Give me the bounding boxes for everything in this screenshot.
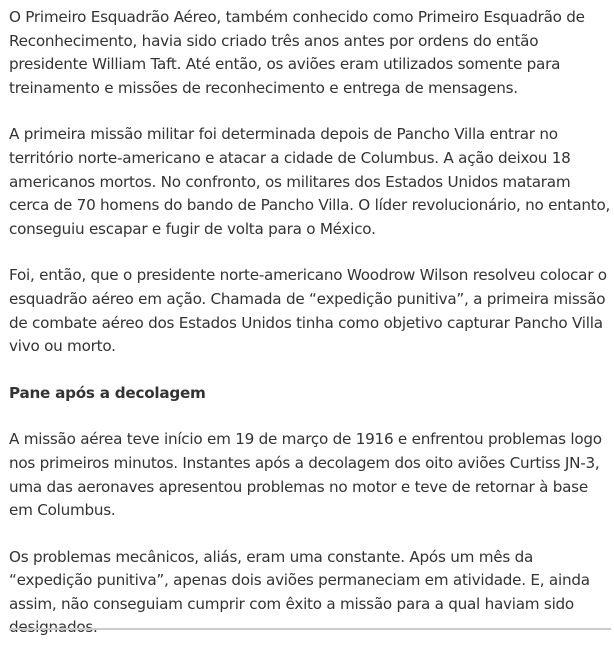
paragraph-missao-aerea: A missão aérea teve início em 19 de março de 1916 e enfrentou problemas logo nos primeiros minutos. Instantes após a decolagem dos oito aviões Curtiss JN-3, uma das aeronaves apresentou problemas no motor e teve de retornar à base em Columbus. xyxy=(9,430,602,520)
paragraph-wilson: Foi, então, que o presidente norte-americano Woodrow Wilson resolveu colocar o esquadrão aéreo em ação. Chamada de “expedição punitiva”, a primeira missão de combate aéreo dos Estados Unidos tinha como objetivo capturar Pancho Villa vivo ou morto. xyxy=(9,266,607,356)
paragraph-problemas-mecanicos: Os problemas mecânicos, aliás, eram uma constante. Após um mês da “expedição punitiva”, apenas dois aviões permaneciam em atividade. E, ainda assim, não conseguiam cumprir com êxito a missão para a qual haviam sido xyxy=(9,547,590,613)
paragraph-primeira-missao: A primeira missão militar foi determinada depois de Pancho Villa entrar no território norte-americano e atacar a cidade de Columbus. A ação deixou 18 americanos mortos. No confronto, os militares dos Estados Unidos mataram cerca de 70 homens do bando de Pancho Villa. O líder revolucionário, no entanto, conseguiu escapar e fugir de volta para o México. xyxy=(9,125,611,238)
section-heading: Pane após a decolagem xyxy=(9,383,206,402)
article-body xyxy=(9,6,611,663)
paragraph-esquadrao: O Primeiro Esquadrão Aéreo, também conhecido como Primeiro Esquadrão de Reconhecimento, havia sido criado três anos antes por ordens do então presidente William Taft. Até então, os aviões eram utilizados somente para treinamento e missões de reconhecimento e entrega de mensagens. xyxy=(9,8,585,97)
section-divider xyxy=(9,628,611,630)
